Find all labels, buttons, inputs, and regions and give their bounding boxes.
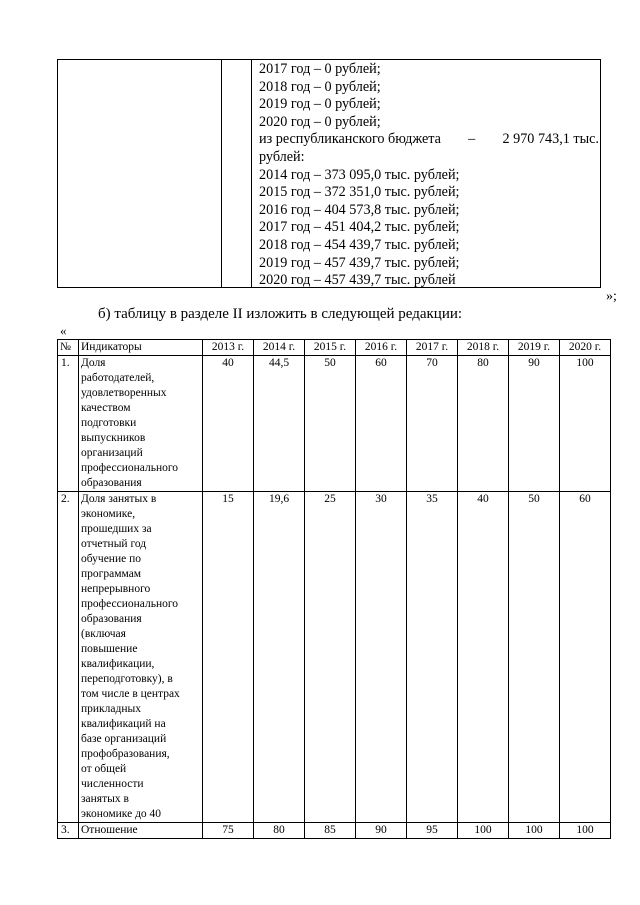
header-year: 2017 г.: [407, 340, 458, 356]
table-row: [58, 492, 611, 823]
value-cell: 60: [356, 356, 407, 492]
header-year: 2016 г.: [356, 340, 407, 356]
funding-table-narrow-column: [222, 60, 252, 287]
value-cell: 60: [560, 492, 611, 823]
indicators-table: [57, 339, 611, 839]
funding-line: 2017 год – 0 рублей;: [259, 61, 381, 77]
republic-budget-dash: –: [468, 131, 476, 148]
indicator-name: Отношение: [79, 823, 203, 839]
republic-budget-label: из республиканского бюджета: [259, 131, 441, 148]
header-year: 2020 г.: [560, 340, 611, 356]
header-year: 2019 г.: [509, 340, 560, 356]
value-cell: 100: [509, 823, 560, 839]
opening-quote: «: [60, 323, 67, 338]
value-cell: 90: [356, 823, 407, 839]
republic-line: 2016 год – 404 573,8 тыс. рублей;: [259, 201, 460, 218]
value-cell: 80: [458, 356, 509, 492]
value-cell: 19,6: [254, 492, 305, 823]
indicator-name: Доля занятых в экономике, прошедших за отчетный год обучение по программам непрерывного профессионального образования (включая повышение квалификации, переподготовку), в том числе в центрах прикладных квалификаций на базе организаций профобразования, от общей численности занятых в экономике до 40: [79, 492, 203, 823]
table-header-row: [58, 340, 611, 356]
republic-budget-unit: рублей:: [259, 148, 305, 165]
value-cell: 100: [560, 356, 611, 492]
republic-line: 2015 год – 372 351,0 тыс. рублей;: [259, 184, 460, 201]
value-cell: 70: [407, 356, 458, 492]
value-cell: 80: [254, 823, 305, 839]
header-indicator: Индикаторы: [79, 340, 203, 356]
value-cell: 90: [509, 356, 560, 492]
row-number: 2.: [58, 492, 79, 823]
header-no: №: [58, 340, 79, 356]
republic-budget-line: [259, 131, 599, 149]
funding-table: [57, 59, 601, 288]
funding-line: 2019 год – 0 рублей;: [259, 96, 381, 113]
republic-budget-amount: 2 970 743,1 тыс.: [502, 131, 599, 148]
value-cell: 100: [458, 823, 509, 839]
value-cell: 95: [407, 823, 458, 839]
funding-line: 2018 год – 0 рублей;: [259, 78, 381, 95]
value-cell: 15: [203, 492, 254, 823]
value-cell: 85: [305, 823, 356, 839]
value-cell: 100: [560, 823, 611, 839]
funding-line: 2020 год – 0 рублей;: [259, 113, 381, 130]
row-number: 3.: [58, 823, 79, 839]
value-cell: 75: [203, 823, 254, 839]
paragraph-text: б) таблицу в разделе II изложить в следующей редакции:: [98, 306, 463, 322]
indicator-name: Доля работодателей, удовлетворенных качеством подготовки выпускников организаций профессионального образования: [79, 356, 203, 492]
closing-quote: »;: [606, 289, 617, 304]
value-cell: 50: [509, 492, 560, 823]
republic-line: 2017 год – 451 404,2 тыс. рублей;: [259, 219, 460, 236]
value-cell: 40: [203, 356, 254, 492]
table-row: [58, 823, 611, 839]
header-year: 2018 г.: [458, 340, 509, 356]
value-cell: 30: [356, 492, 407, 823]
value-cell: 40: [458, 492, 509, 823]
funding-table-empty-column: [58, 60, 222, 287]
table-row: [58, 356, 611, 492]
value-cell: 25: [305, 492, 356, 823]
row-number: 1.: [58, 356, 79, 492]
republic-line: 2019 год – 457 439,7 тыс. рублей;: [259, 254, 460, 271]
value-cell: 35: [407, 492, 458, 823]
header-year: 2014 г.: [254, 340, 305, 356]
funding-table-text-cell: [259, 61, 599, 290]
value-cell: 50: [305, 356, 356, 492]
republic-line: 2018 год – 454 439,7 тыс. рублей;: [259, 236, 460, 253]
header-year: 2013 г.: [203, 340, 254, 356]
republic-line: 2014 год – 373 095,0 тыс. рублей;: [259, 166, 460, 183]
republic-line: 2020 год – 457 439,7 тыс. рублей: [259, 272, 456, 289]
value-cell: 44,5: [254, 356, 305, 492]
header-year: 2015 г.: [305, 340, 356, 356]
